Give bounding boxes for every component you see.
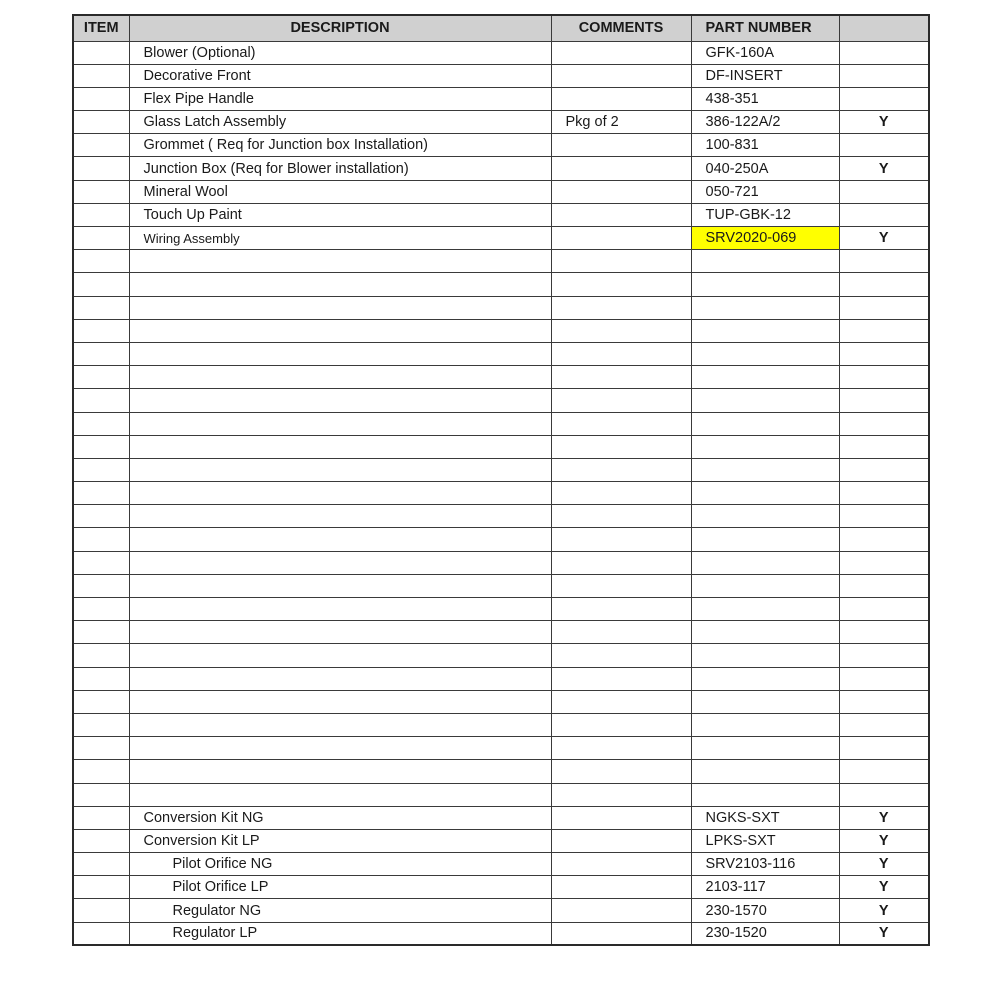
description-cell (129, 690, 551, 713)
description-cell (129, 551, 551, 574)
comments-cell (551, 551, 691, 574)
part-number-cell: 050-721 (691, 180, 839, 203)
flag-cell (839, 598, 929, 621)
comments-cell (551, 574, 691, 597)
part-number-cell (691, 366, 839, 389)
comments-cell (551, 250, 691, 273)
part-number-cell: 386-122A/2 (691, 111, 839, 134)
table-row (73, 922, 929, 945)
item-cell (73, 41, 129, 64)
table-row (73, 598, 929, 621)
flag-cell (839, 690, 929, 713)
part-number-cell (691, 644, 839, 667)
table-row (73, 760, 929, 783)
flag-cell (839, 713, 929, 736)
part-number-cell: DF-INSERT (691, 64, 839, 87)
description-cell (129, 273, 551, 296)
part-number-cell (691, 273, 839, 296)
part-number-cell (691, 435, 839, 458)
item-cell (73, 458, 129, 481)
item-cell (73, 899, 129, 922)
comments-cell (551, 690, 691, 713)
flag-cell (839, 64, 929, 87)
comments-cell (551, 806, 691, 829)
description-cell (129, 667, 551, 690)
table-body (73, 41, 929, 945)
comments-cell (551, 227, 691, 250)
part-number-cell (691, 574, 839, 597)
comments-cell (551, 366, 691, 389)
part-number-cell: 100-831 (691, 134, 839, 157)
flag-cell: Y (839, 829, 929, 852)
description-cell (129, 342, 551, 365)
table-row (73, 899, 929, 922)
comments-cell (551, 342, 691, 365)
description-cell: Conversion Kit NG (129, 806, 551, 829)
comments-cell (551, 899, 691, 922)
flag-cell (839, 41, 929, 64)
part-number-cell: 438-351 (691, 87, 839, 110)
table-row (73, 203, 929, 226)
item-cell (73, 644, 129, 667)
item-cell (73, 667, 129, 690)
part-number-cell (691, 389, 839, 412)
table-row (73, 296, 929, 319)
flag-cell (839, 435, 929, 458)
comments-cell (551, 853, 691, 876)
comments-cell (551, 458, 691, 481)
description-cell: Mineral Wool (129, 180, 551, 203)
description-cell (129, 482, 551, 505)
item-cell (73, 690, 129, 713)
flag-cell: Y (839, 899, 929, 922)
table-row (73, 505, 929, 528)
comments-cell (551, 180, 691, 203)
flag-cell (839, 180, 929, 203)
part-number-cell (691, 551, 839, 574)
table-row (73, 41, 929, 64)
description-cell: Conversion Kit LP (129, 829, 551, 852)
description-cell (129, 574, 551, 597)
part-number-cell (691, 342, 839, 365)
part-number-cell (691, 528, 839, 551)
comments-cell (551, 876, 691, 899)
part-number-column-header: PART NUMBER (691, 15, 839, 41)
item-cell (73, 737, 129, 760)
table-row (73, 111, 929, 134)
item-cell (73, 574, 129, 597)
flag-cell (839, 389, 929, 412)
flag-cell (839, 644, 929, 667)
comments-cell (551, 412, 691, 435)
flag-cell (839, 482, 929, 505)
item-cell (73, 296, 129, 319)
flag-cell (839, 203, 929, 226)
part-number-cell (691, 783, 839, 806)
table-row (73, 389, 929, 412)
item-cell (73, 829, 129, 852)
part-number-cell (691, 760, 839, 783)
description-cell (129, 250, 551, 273)
table-row (73, 737, 929, 760)
table-row (73, 342, 929, 365)
comments-cell: Pkg of 2 (551, 111, 691, 134)
flag-cell (839, 505, 929, 528)
flag-cell: Y (839, 806, 929, 829)
table-row (73, 134, 929, 157)
item-cell (73, 922, 129, 945)
flag-cell (839, 250, 929, 273)
part-number-cell (691, 412, 839, 435)
item-cell (73, 505, 129, 528)
description-cell (129, 319, 551, 342)
comments-cell (551, 598, 691, 621)
comments-cell (551, 621, 691, 644)
header-row (73, 15, 929, 41)
comments-cell (551, 203, 691, 226)
part-number-cell (691, 690, 839, 713)
item-cell (73, 250, 129, 273)
table-row (73, 87, 929, 110)
table-row (73, 806, 929, 829)
comments-cell (551, 713, 691, 736)
item-cell (73, 713, 129, 736)
table-row (73, 227, 929, 250)
comments-cell (551, 737, 691, 760)
flag-cell (839, 296, 929, 319)
flag-cell (839, 737, 929, 760)
comments-cell (551, 41, 691, 64)
table-row (73, 482, 929, 505)
description-cell (129, 598, 551, 621)
flag-cell (839, 134, 929, 157)
table-row (73, 412, 929, 435)
part-number-cell: 230-1570 (691, 899, 839, 922)
flag-cell (839, 412, 929, 435)
item-cell (73, 551, 129, 574)
flag-cell (839, 574, 929, 597)
item-cell (73, 111, 129, 134)
flag-cell (839, 273, 929, 296)
item-cell (73, 87, 129, 110)
flag-cell: Y (839, 922, 929, 945)
part-number-cell: SRV2103-116 (691, 853, 839, 876)
description-cell: Pilot Orifice NG (129, 853, 551, 876)
item-cell (73, 853, 129, 876)
flag-cell (839, 667, 929, 690)
flag-cell (839, 783, 929, 806)
flag-cell (839, 760, 929, 783)
part-number-cell (691, 319, 839, 342)
item-cell (73, 342, 129, 365)
table-row (73, 366, 929, 389)
item-column-header: ITEM (73, 15, 129, 41)
description-cell (129, 458, 551, 481)
comments-cell (551, 435, 691, 458)
comments-cell (551, 760, 691, 783)
comments-cell (551, 505, 691, 528)
comments-cell (551, 273, 691, 296)
part-number-cell (691, 458, 839, 481)
description-cell: Regulator LP (129, 922, 551, 945)
comments-cell (551, 319, 691, 342)
parts-table (72, 14, 930, 946)
description-cell (129, 644, 551, 667)
description-cell (129, 389, 551, 412)
item-cell (73, 412, 129, 435)
item-cell (73, 760, 129, 783)
table-row (73, 829, 929, 852)
table-row (73, 551, 929, 574)
flag-cell (839, 87, 929, 110)
table-row (73, 458, 929, 481)
description-cell (129, 505, 551, 528)
flag-cell (839, 458, 929, 481)
comments-cell (551, 389, 691, 412)
comments-cell (551, 783, 691, 806)
item-cell (73, 876, 129, 899)
part-number-cell (691, 737, 839, 760)
part-number-cell: GFK-160A (691, 41, 839, 64)
table-row (73, 876, 929, 899)
part-number-cell: 2103-117 (691, 876, 839, 899)
item-cell (73, 783, 129, 806)
flag-cell (839, 551, 929, 574)
table-row (73, 180, 929, 203)
description-cell (129, 528, 551, 551)
description-cell (129, 296, 551, 319)
description-cell: Wiring Assembly (129, 227, 551, 250)
item-cell (73, 319, 129, 342)
table-row (73, 157, 929, 180)
flag-cell: Y (839, 876, 929, 899)
description-cell: Regulator NG (129, 899, 551, 922)
description-cell: Touch Up Paint (129, 203, 551, 226)
item-cell (73, 203, 129, 226)
table-row (73, 667, 929, 690)
flag-cell: Y (839, 157, 929, 180)
item-cell (73, 64, 129, 87)
description-cell (129, 713, 551, 736)
description-cell (129, 621, 551, 644)
flag-cell (839, 621, 929, 644)
comments-cell (551, 87, 691, 110)
item-cell (73, 273, 129, 296)
part-number-cell: 040-250A (691, 157, 839, 180)
item-cell (73, 366, 129, 389)
comments-cell (551, 157, 691, 180)
table-row (73, 853, 929, 876)
flag-column-header (839, 15, 929, 41)
table-row (73, 528, 929, 551)
table-row (73, 319, 929, 342)
comments-cell (551, 64, 691, 87)
description-cell: Glass Latch Assembly (129, 111, 551, 134)
comments-cell (551, 644, 691, 667)
description-cell: Pilot Orifice LP (129, 876, 551, 899)
part-number-cell (691, 621, 839, 644)
comments-cell (551, 667, 691, 690)
description-cell (129, 737, 551, 760)
part-number-cell (691, 713, 839, 736)
item-cell (73, 598, 129, 621)
part-number-cell: TUP-GBK-12 (691, 203, 839, 226)
comments-cell (551, 296, 691, 319)
item-cell (73, 621, 129, 644)
description-cell (129, 435, 551, 458)
table-row (73, 250, 929, 273)
item-cell (73, 157, 129, 180)
table-row (73, 435, 929, 458)
comments-column-header: COMMENTS (551, 15, 691, 41)
table-row (73, 621, 929, 644)
table-row (73, 574, 929, 597)
description-cell (129, 366, 551, 389)
table-row (73, 713, 929, 736)
part-number-cell (691, 296, 839, 319)
description-cell: Blower (Optional) (129, 41, 551, 64)
item-cell (73, 227, 129, 250)
part-number-cell: NGKS-SXT (691, 806, 839, 829)
description-cell: Decorative Front (129, 64, 551, 87)
description-cell (129, 412, 551, 435)
item-cell (73, 389, 129, 412)
flag-cell: Y (839, 111, 929, 134)
flag-cell: Y (839, 853, 929, 876)
description-column-header: DESCRIPTION (129, 15, 551, 41)
comments-cell (551, 134, 691, 157)
comments-cell (551, 528, 691, 551)
description-cell (129, 783, 551, 806)
comments-cell (551, 829, 691, 852)
comments-cell (551, 922, 691, 945)
flag-cell (839, 528, 929, 551)
table-row (73, 273, 929, 296)
description-cell: Junction Box (Req for Blower installation) (129, 157, 551, 180)
flag-cell: Y (839, 227, 929, 250)
part-number-cell: 230-1520 (691, 922, 839, 945)
comments-cell (551, 482, 691, 505)
part-number-cell (691, 482, 839, 505)
part-number-cell (691, 250, 839, 273)
flag-cell (839, 342, 929, 365)
item-cell (73, 180, 129, 203)
item-cell (73, 435, 129, 458)
part-number-cell (691, 667, 839, 690)
table-row (73, 783, 929, 806)
part-number-cell (691, 598, 839, 621)
table-row (73, 64, 929, 87)
part-number-cell: SRV2020-069 (691, 227, 839, 250)
item-cell (73, 806, 129, 829)
part-number-cell (691, 505, 839, 528)
item-cell (73, 482, 129, 505)
flag-cell (839, 319, 929, 342)
flag-cell (839, 366, 929, 389)
item-cell (73, 528, 129, 551)
table-row (73, 644, 929, 667)
description-cell (129, 760, 551, 783)
item-cell (73, 134, 129, 157)
description-cell: Grommet ( Req for Junction box Installation) (129, 134, 551, 157)
description-cell: Flex Pipe Handle (129, 87, 551, 110)
table-row (73, 690, 929, 713)
part-number-cell: LPKS-SXT (691, 829, 839, 852)
